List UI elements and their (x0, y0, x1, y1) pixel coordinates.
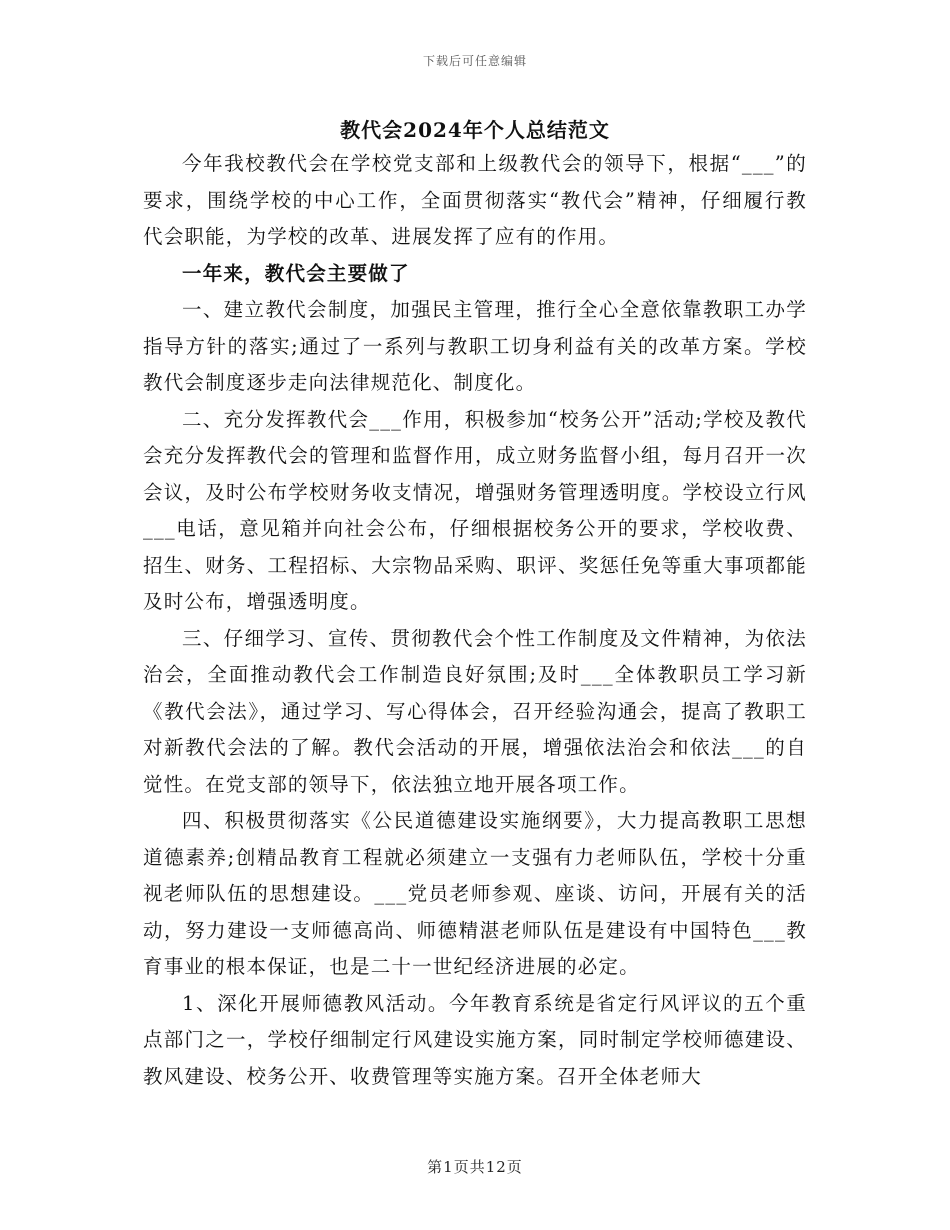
paragraph-sub-item-1: 1、深化开展师德教风活动。今年教育系统是省定行风评议的五个重点部门之一，学校仔细制定行风建设实施方案，同时制定学校师德建设、教风建设、校务公开、收费管理等实施方案。召开全体老师大 (143, 991, 807, 1088)
paragraph-item-2: 二、充分发挥教代会___作用，积极参加“校务公开”活动;学校及教代会充分发挥教代会的管理和监督作用，成立财务监督小组，每月召开一次会议，及时公布学校财务收支情况，增强财务管理透明度。学校设立行风___电话，意见箱并向社会公布，仔细根据校务公开的要求，学校收费、招生、财务、工程招标、大宗物品采购、职评、奖惩任免等重大事项都能及时公布，增强透明度。 (143, 407, 807, 613)
paragraph-item-3: 三、仔细学习、宣传、贯彻教代会个性工作制度及文件精神，为依法治会，全面推动教代会工作制造良好氛围;及时___全体教职员工学习新《教代会法》，通过学习、写心得体会，召开经验沟通会，提高了教职工对新教代会法的了解。教代会活动的开展，增强依法治会和依法___的自觉性。在党支部的领导下，依法独立地开展各项工作。 (143, 626, 807, 796)
header-note: 下载后可任意编辑 (422, 54, 527, 68)
section-heading: 一年来，教代会主要做了 (182, 261, 410, 285)
page-footer: 第1页共12页 (427, 1158, 523, 1176)
document-body (143, 146, 807, 1095)
paragraph-item-4: 四、积极贯彻落实《公民道德建设实施纲要》，大力提高教职工思想道德素养;创精品教育工程就必须建立一支强有力老师队伍，学校十分重视老师队伍的思想建设。___党员老师参观、座谈、访问，开展有关的活动，努力建设一支师德高尚、师德精湛老师队伍是建设有中国特色___教育事业的根本保证，也是二十一世纪经济进展的必定。 (143, 809, 807, 978)
paragraph-item-1: 一、建立教代会制度，加强民主管理，推行全心全意依靠教职工办学指导方针的落实;通过了一系列与教职工切身利益有关的改革方案。学校教代会制度逐步走向法律规范化、制度化。 (143, 298, 807, 394)
paragraph-intro: 今年我校教代会在学校党支部和上级教代会的领导下，根据“___”的要求，围绕学校的中心工作，全面贯彻落实“教代会”精神，仔细履行教代会职能，为学校的改革、进展发挥了应有的作用。 (143, 152, 807, 248)
document-title: 教代会2024年个人总结范文 (340, 118, 610, 142)
